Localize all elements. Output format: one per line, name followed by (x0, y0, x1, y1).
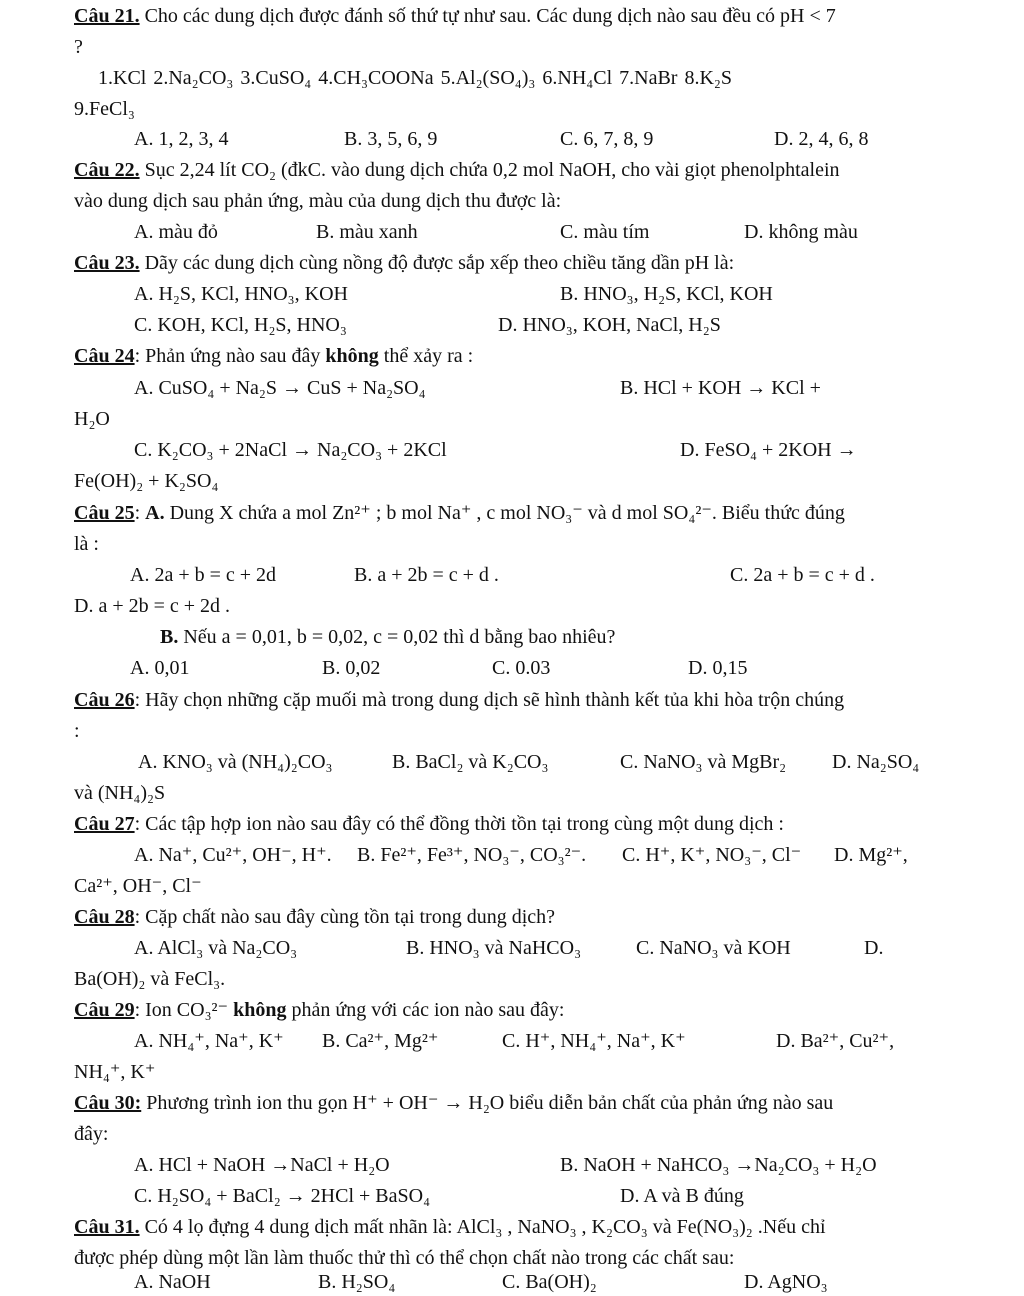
question-22-text: Sục 2,24 lít CO₂ (đkC. vào dung dịch chứa 0,2 mol NaOH, cho vài giọt phenolphtalein (144, 159, 840, 181)
question-25b-option-d: D. 0,15 (688, 657, 748, 679)
question-31-option-b: B. H₂SO₄ (318, 1271, 396, 1293)
question-29-option-a: A. NH₄⁺, Na⁺, K⁺ (134, 1030, 284, 1052)
question-29-stem (74, 998, 565, 1024)
question-25-option-b: B. a + 2b = c + d . (354, 564, 499, 586)
question-26-option-b: B. BaCl₂ và K₂CO₃ (392, 751, 549, 773)
question-22-number: Câu 22. (74, 159, 140, 181)
question-25b-option-a: A. 0,01 (130, 657, 190, 679)
question-27-stem (74, 812, 784, 838)
question-31-number: Câu 31. (74, 1216, 140, 1238)
question-21-option-d: D. 2, 4, 6, 8 (774, 128, 869, 150)
question-30-option-b: B. NaOH + NaHCO₃ →Na₂CO₃ + H₂O (560, 1154, 877, 1176)
question-25-option-a: A. 2a + b = c + 2d (130, 564, 277, 586)
question-24-option-b: B. HCl + KOH → KCl + (620, 377, 821, 399)
question-25-option-d: D. a + 2b = c + 2d . (74, 595, 231, 617)
question-28-option-c: C. NaNO₃ và KOH (636, 937, 791, 959)
question-25-colon: : (134, 502, 146, 524)
question-21-text: Cho các dung dịch được đánh số thứ tự như sau. Các dung dịch nào sau đều có pH < 7 (144, 5, 836, 27)
question-29-option-c: C. H⁺, NH₄⁺, Na⁺, K⁺ (502, 1030, 686, 1052)
question-30-option-c: C. H₂SO₄ + BaCl₂ → 2HCl + BaSO₄ (134, 1185, 431, 1207)
question-22-option-b: B. màu xanh (316, 221, 418, 243)
question-27-option-a: A. Na⁺, Cu²⁺, OH⁻, H⁺. (134, 844, 332, 866)
question-22-text-cont: vào dung dịch sau phản ứng, màu của dung dịch thu được là: (74, 190, 562, 212)
question-23-option-b: B. HNO₃, H₂S, KCl, KOH (560, 283, 773, 305)
question-26-tail: : (74, 720, 80, 742)
question-21-option-b: B. 3, 5, 6, 9 (344, 128, 438, 150)
question-26-option-d: D. Na₂SO₄ (832, 751, 920, 773)
question-25-number: Câu 25 (74, 502, 135, 524)
question-31-text-cont: được phép dùng một lần làm thuốc thử thì có thể chọn chất nào trong các chất sau: (74, 1247, 735, 1269)
question-21-solution-list: 1.KCl 2.Na₂CO₃ 3.CuSO₄ 4.CH₃COONa 5.Al₂(SO₄)₃ 6.NH₄Cl 7.NaBr 8.K₂S (98, 67, 732, 89)
question-25b-option-c: C. 0.03 (492, 657, 551, 679)
question-28-stem (74, 905, 555, 931)
question-21-option-c: C. 6, 7, 8, 9 (560, 128, 654, 150)
question-24-emphasis: không (325, 345, 379, 367)
question-27-option-d: D. Mg²⁺, (834, 844, 908, 866)
question-29-option-b: B. Ca²⁺, Mg²⁺ (322, 1030, 439, 1052)
question-28-option-b: B. HNO₃ và NaHCO₃ (406, 937, 582, 959)
question-24-option-c: C. K₂CO₃ + 2NaCl → Na₂CO₃ + 2KCl (134, 439, 447, 461)
question-21-tail: ? (74, 36, 83, 58)
question-31-option-a: A. NaOH (134, 1271, 211, 1293)
question-26-option-a: A. KNO₃ và (NH₄)₂CO₃ (138, 751, 333, 773)
question-30-option-d: D. A và B đúng (620, 1185, 744, 1207)
question-23-option-d: D. HNO₃, KOH, NaCl, H₂S (498, 314, 721, 336)
question-28-option-a: A. AlCl₃ và Na₂CO₃ (134, 937, 298, 959)
question-29-option-d-cont: NH₄⁺, K⁺ (74, 1061, 156, 1083)
question-26-number: Câu 26 (74, 689, 135, 711)
question-30-stem (74, 1091, 833, 1117)
question-24-text-post: thể xảy ra : (378, 345, 474, 367)
question-25-part-b-label: B. (160, 626, 179, 648)
question-29-number: Câu 29 (74, 999, 135, 1021)
question-28-text: : Cặp chất nào sau đây cùng tồn tại trong dung dịch? (134, 906, 556, 928)
question-23-option-a: A. H₂S, KCl, HNO₃, KOH (134, 283, 348, 305)
question-26-option-d-cont: và (NH₄)₂S (74, 782, 166, 804)
question-24-stem (74, 344, 473, 370)
question-28-option-d-cont: Ba(OH)₂ và FeCl₃. (74, 968, 226, 990)
question-31-option-c: C. Ba(OH)₂ (502, 1271, 597, 1293)
question-21-option-a: A. 1, 2, 3, 4 (134, 128, 229, 150)
question-30-text: Phương trình ion thu gọn H⁺ + OH⁻ → H₂O biểu diễn bản chất của phản ứng nào sau (141, 1092, 834, 1114)
question-24-number: Câu 24 (74, 345, 135, 367)
question-25-stem (74, 501, 845, 527)
question-25-part-a-label: A. (145, 502, 165, 524)
question-26-stem (74, 688, 844, 714)
question-30-option-a: A. HCl + NaOH →NaCl + H₂O (134, 1154, 390, 1176)
question-22-stem (74, 158, 840, 184)
question-26-option-c: C. NaNO₃ và MgBr₂ (620, 751, 787, 773)
question-30-text-cont: đây: (74, 1123, 109, 1145)
question-25-text-cont: là : (74, 533, 99, 555)
question-25-option-c: C. 2a + b = c + d . (730, 564, 875, 586)
question-29-emphasis: không (233, 999, 287, 1021)
question-21-number: Câu 21. (74, 5, 140, 27)
question-25-text: Dung X chứa a mol Zn²⁺ ; b mol Na⁺ , c mol NO₃⁻ và d mol SO₄²⁻. Biểu thức đúng (164, 502, 845, 524)
question-29-text-post: phản ứng với các ion nào sau đây: (286, 999, 565, 1021)
question-21-stem (74, 4, 836, 30)
question-28-option-d: D. (864, 937, 884, 959)
question-22-option-c: C. màu tím (560, 221, 650, 243)
question-28-number: Câu 28 (74, 906, 135, 928)
question-23-option-c: C. KOH, KCl, H₂S, HNO₃ (134, 314, 347, 336)
question-24-option-a: A. CuSO₄ + Na₂S → CuS + Na₂SO₄ (134, 377, 426, 399)
question-22-option-a: A. màu đỏ (134, 221, 218, 243)
question-25-part-b-text: Nếu a = 0,01, b = 0,02, c = 0,02 thì d bằng bao nhiêu? (178, 626, 616, 648)
question-31-stem (74, 1215, 826, 1241)
question-24-option-d: D. FeSO₄ + 2KOH → (680, 439, 857, 461)
question-21-solution-list-cont: 9.FeCl₃ (74, 98, 135, 120)
question-30-number: Câu 30: (74, 1092, 142, 1114)
question-27-option-d-cont: Ca²⁺, OH⁻, Cl⁻ (74, 875, 202, 897)
question-23-stem (74, 251, 734, 277)
question-27-number: Câu 27 (74, 813, 135, 835)
question-23-text: Dãy các dung dịch cùng nồng độ được sắp xếp theo chiều tăng dần pH là: (144, 252, 735, 274)
question-29-option-d: D. Ba²⁺, Cu²⁺, (776, 1030, 895, 1052)
question-24-text-pre: : Phản ứng nào sau đây (134, 345, 326, 367)
question-26-text: : Hãy chọn những cặp muối mà trong dung dịch sẽ hình thành kết tủa khi hòa trộn chúng (134, 689, 845, 711)
question-27-option-b: B. Fe²⁺, Fe³⁺, NO₃⁻, CO₃²⁻. (357, 844, 587, 866)
question-23-number: Câu 23. (74, 252, 140, 274)
question-25b-option-b: B. 0,02 (322, 657, 381, 679)
question-22-option-d: D. không màu (744, 221, 858, 243)
question-31-text: Có 4 lọ đựng 4 dung dịch mất nhãn là: AlCl₃ , NaNO₃ , K₂CO₃ và Fe(NO₃)₂ .Nếu chỉ (139, 1216, 826, 1238)
question-24-option-b-cont: H₂O (74, 408, 110, 430)
question-31-option-d: D. AgNO₃ (744, 1271, 828, 1293)
question-24-option-d-cont: Fe(OH)₂ + K₂SO₄ (74, 470, 219, 492)
question-29-text-pre: : Ion CO₃²⁻ (134, 999, 234, 1021)
question-27-option-c: C. H⁺, K⁺, NO₃⁻, Cl⁻ (622, 844, 802, 866)
question-27-text: : Các tập hợp ion nào sau đây có thể đồng thời tồn tại trong cùng một dung dịch : (134, 813, 784, 835)
question-25-part-b (160, 625, 615, 651)
